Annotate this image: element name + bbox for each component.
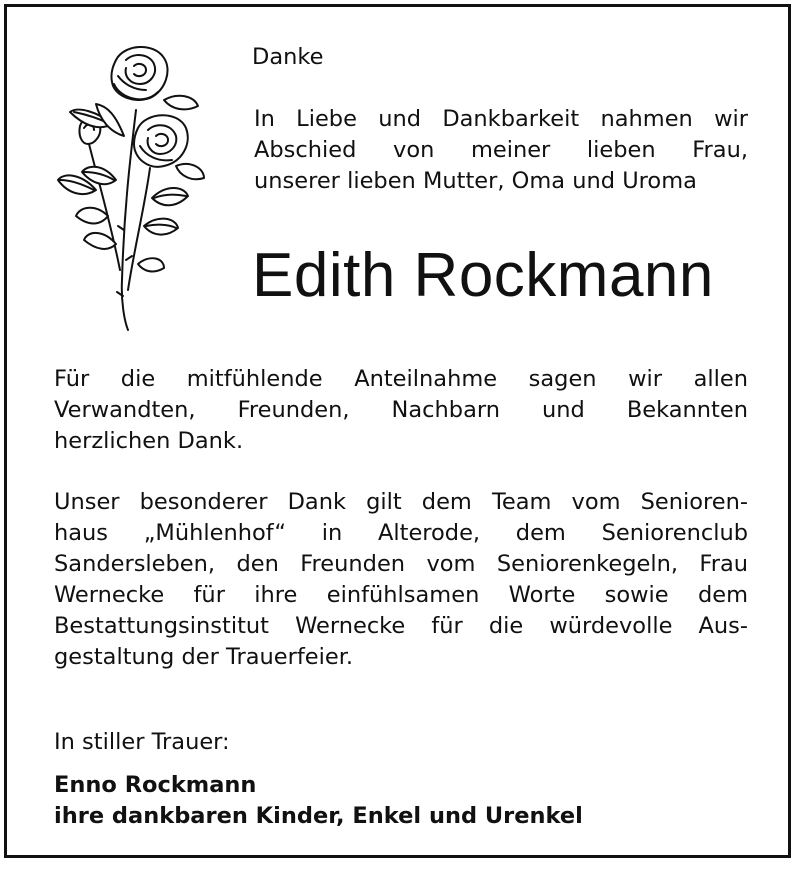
paragraph-line: haus „Mühlenhof“ in Alterode, dem Seniorenclub: [54, 520, 748, 546]
rose-illustration-icon: [54, 40, 216, 332]
intro-line: unserer lieben Mutter, Oma und Uroma: [254, 168, 697, 194]
signature-line: Enno Rockmann: [54, 772, 257, 798]
signatures: [54, 770, 583, 832]
deceased-name: Edith Rockmann: [252, 241, 714, 310]
intro-text: [254, 104, 748, 197]
paragraph-line: Für die mitfühlende Anteilnahme sagen wir allen: [54, 366, 748, 392]
thanks-paragraph-2: [54, 487, 748, 673]
paragraph-line: Verwandten, Freunden, Nachbarn und Bekannten: [54, 397, 748, 423]
paragraph-line: herzlichen Dank.: [54, 428, 244, 454]
paragraph-line: Unser besonderer Dank gilt dem Team vom Senioren-: [54, 489, 748, 515]
heading-danke: Danke: [252, 44, 324, 70]
thanks-paragraph-1: [54, 364, 748, 457]
paragraph-line: Bestattungsinstitut Wernecke für die würdevolle Aus-: [54, 613, 748, 639]
intro-line: In Liebe und Dankbarkeit nahmen wir: [254, 106, 748, 132]
mourning-line: In stiller Trauer:: [54, 729, 230, 755]
paragraph-line: Wernecke für ihre einfühlsamen Worte sowie dem: [54, 582, 748, 608]
intro-line: Abschied von meiner lieben Frau,: [254, 137, 748, 163]
signature-line: ihre dankbaren Kinder, Enkel und Urenkel: [54, 803, 583, 829]
paragraph-line: gestaltung der Trauerfeier.: [54, 644, 354, 670]
paragraph-line: Sandersleben, den Freunden vom Seniorenkegeln, Frau: [54, 551, 748, 577]
